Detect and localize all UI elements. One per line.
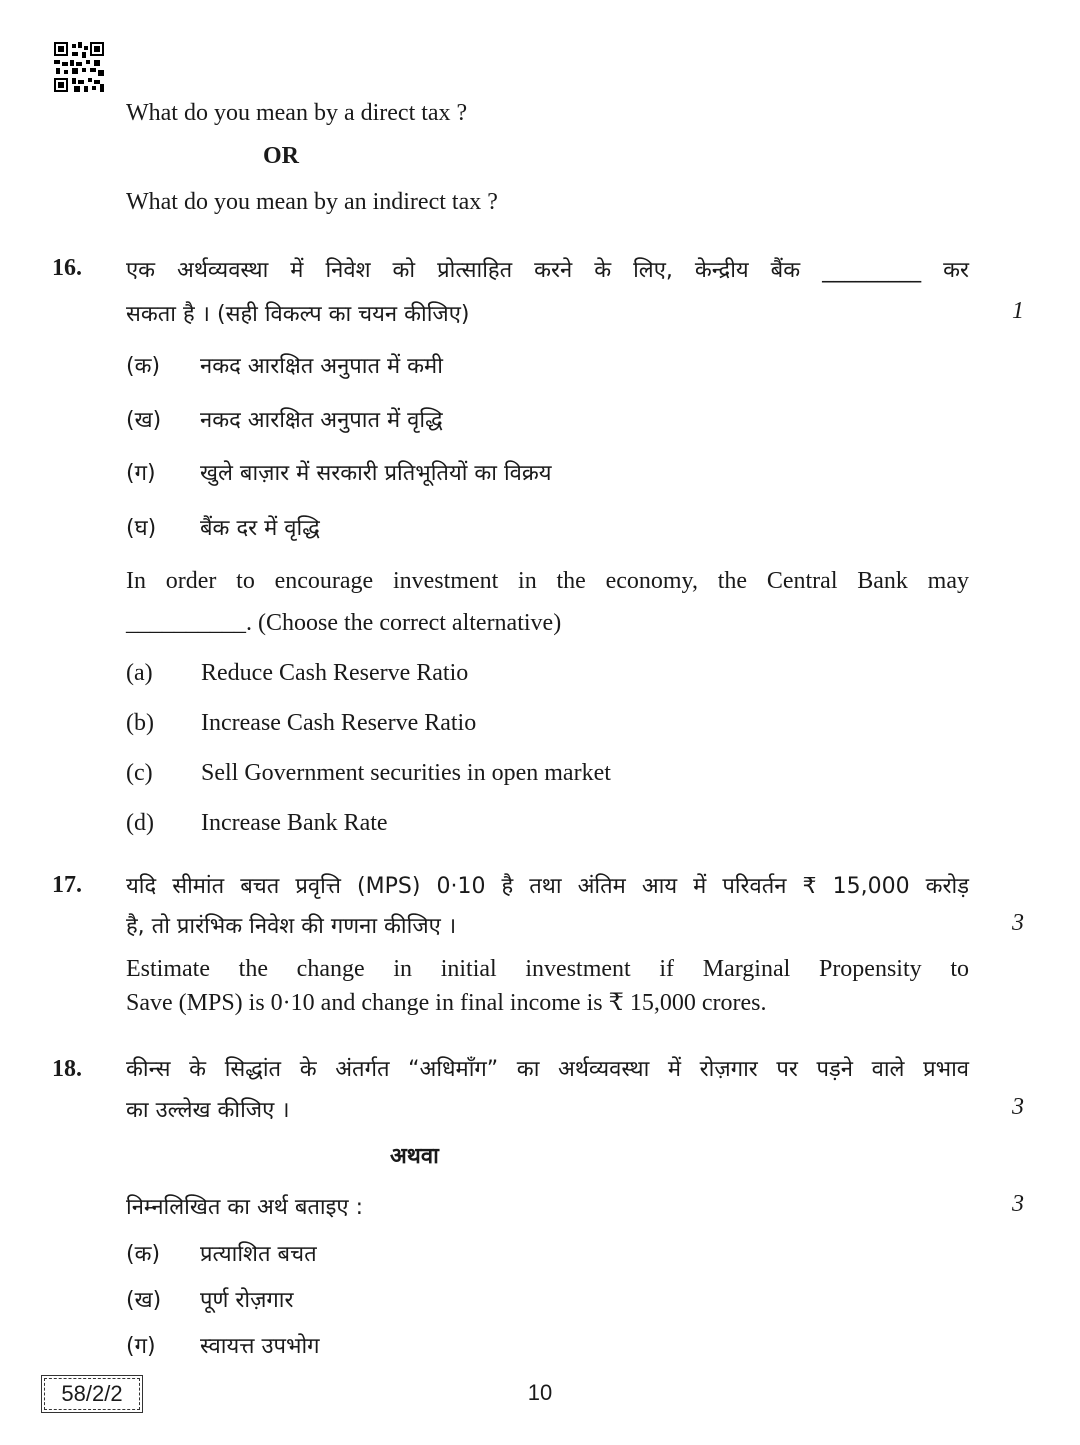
q18-alt-option-label: (ग)	[126, 1334, 156, 1359]
paper-code: 58/2/2	[44, 1378, 140, 1410]
q18-athva: अथवा	[390, 1144, 439, 1169]
q18-alt-intro: निम्नलिखित का अर्थ बताइए :	[126, 1195, 363, 1220]
q18-alt-option-text: पूर्ण रोज़गार	[200, 1288, 294, 1313]
question-number-16: 16.	[52, 255, 82, 281]
qr-code-icon	[54, 42, 104, 92]
page-number: 10	[527, 1380, 553, 1405]
q18-alt-option-text: प्रत्याशित बचत	[200, 1242, 317, 1267]
q16-hindi-line2: सकता है । (सही विकल्प का चयन कीजिए)	[126, 302, 470, 327]
q15-or: OR	[263, 143, 299, 169]
q16-hindi-option-text: खुले बाज़ार में सरकारी प्रतिभूतियों का विक्रय	[200, 461, 552, 486]
q18-hindi-line2: का उल्लेख कीजिए ।	[126, 1098, 290, 1123]
q16-english-line1: In order to encourage investment in the economy, the Central Bank may	[126, 568, 969, 594]
q16-english-option-label: (a)	[126, 660, 153, 686]
q16-english-option-label: (d)	[126, 810, 154, 836]
q17-hindi-line1: यदि सीमांत बचत प्रवृत्ति (MPS) 0·10 है तथा अंतिम आय में परिवर्तन ₹ 15,000 करोड़	[126, 874, 969, 899]
q17-english-line2: Save (MPS) is 0·10 and change in final income is ₹ 15,000 crores.	[126, 990, 767, 1016]
q16-hindi-option-label: (घ)	[126, 516, 157, 541]
q16-hindi-option-text: नकद आरक्षित अनुपात में वृद्धि	[200, 408, 443, 433]
q18-alt-marks: 3	[1012, 1191, 1024, 1217]
q17-english-line1: Estimate the change in initial investment if Marginal Propensity to	[126, 956, 969, 982]
q16-english-option-text: Increase Bank Rate	[201, 810, 388, 836]
q18-alt-option-label: (क)	[126, 1242, 161, 1267]
q16-hindi-line1: एक अर्थव्यवस्था में निवेश को प्रोत्साहित करने के लिए, केन्द्रीय बैंक _________ कर	[126, 258, 969, 283]
q16-hindi-option-label: (क)	[126, 354, 161, 379]
q18-marks: 3	[1012, 1094, 1024, 1120]
q16-english-option-text: Sell Government securities in open market	[201, 760, 611, 786]
q16-english-option-text: Increase Cash Reserve Ratio	[201, 710, 477, 736]
q18-alt-option-text: स्वायत्त उपभोग	[200, 1334, 320, 1359]
q18-alt-option-label: (ख)	[126, 1288, 162, 1313]
q15-indirect-tax: What do you mean by an indirect tax ?	[126, 189, 498, 215]
q16-english-line2: __________. (Choose the correct alternative)	[126, 610, 562, 636]
q16-english-option-label: (c)	[126, 760, 153, 786]
q16-english-option-text: Reduce Cash Reserve Ratio	[201, 660, 469, 686]
q18-hindi-line1: कीन्स के सिद्धांत के अंतर्गत “अधिमाँग” का अर्थव्यवस्था में रोज़गार पर पड़ने वाले प्रभाव	[126, 1057, 969, 1082]
question-number-18: 18.	[52, 1056, 82, 1082]
q17-marks: 3	[1012, 910, 1024, 936]
q16-hindi-option-label: (ग)	[126, 461, 156, 486]
q15-direct-tax: What do you mean by a direct tax ?	[126, 100, 468, 126]
q16-hindi-option-text: नकद आरक्षित अनुपात में कमी	[200, 354, 443, 379]
q16-marks: 1	[1012, 298, 1024, 324]
q16-english-option-label: (b)	[126, 710, 154, 736]
q16-hindi-option-label: (ख)	[126, 408, 162, 433]
q16-hindi-option-text: बैंक दर में वृद्धि	[200, 516, 320, 541]
q17-hindi-line2: है, तो प्रारंभिक निवेश की गणना कीजिए ।	[126, 914, 457, 939]
question-number-17: 17.	[52, 872, 82, 898]
